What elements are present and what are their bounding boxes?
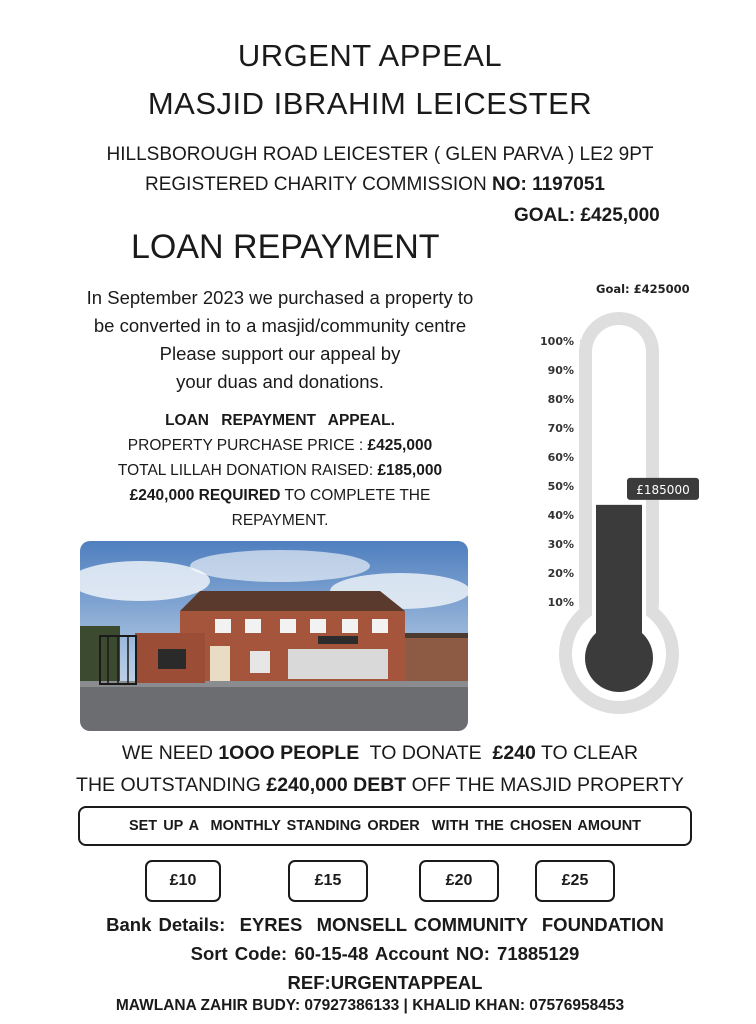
goal-amount: GOAL: £425,000	[514, 205, 660, 226]
charity-number: NO: 1197051	[491, 174, 605, 195]
tick-label: 80%	[547, 393, 574, 406]
price-value: £425,000	[367, 437, 433, 454]
bank-account: Sort Code: 60-15-48 Account NO: 71885129	[190, 943, 580, 964]
people-count: 1OOO PEOPLE	[218, 742, 360, 764]
intro-line: In September 2023 we purchased a property to	[86, 287, 474, 308]
bank-name: Bank Details: EYRES MONSELL COMMUNITY FOUNDATION	[106, 914, 664, 935]
amount-required	[60, 483, 500, 508]
debt-amount: £240,000 DEBT	[266, 774, 407, 796]
contact-numbers: MAWLANA ZAHIR BUDY: 07927386133 | KHALID KHAN: 07576958453	[115, 997, 625, 1014]
tick-label: 50%	[547, 480, 574, 493]
building-illustration	[80, 541, 468, 731]
need-line-1	[0, 737, 756, 769]
intro-line: Please support our appeal by	[159, 343, 401, 364]
raised-value: £185,000	[377, 462, 443, 479]
intro-line: your duas and donations.	[176, 371, 384, 392]
price-label: PROPERTY PURCHASE PRICE :	[127, 437, 368, 454]
appeal-details	[60, 408, 500, 533]
amount-option-15[interactable]: £15	[288, 860, 368, 902]
raised-label: TOTAL LILLAH DONATION RAISED:	[117, 462, 378, 479]
tick-label: 70%	[547, 422, 574, 435]
appeal-title: LOAN REPAYMENT APPEAL.	[165, 412, 395, 429]
tick-label: 10%	[547, 596, 574, 609]
amount-option-10[interactable]: £10	[145, 860, 221, 902]
current-amount-label: £185000	[636, 482, 690, 497]
need-text: THE OUTSTANDING	[76, 774, 267, 796]
tick-label: 100%	[540, 335, 574, 348]
need-text: TO CLEAR	[535, 742, 639, 764]
intro-line: be converted in to a masjid/community centre	[93, 315, 467, 336]
need-text: TO DONATE	[359, 742, 493, 764]
charity-registration	[0, 174, 750, 196]
amount-option-25[interactable]: £25	[535, 860, 615, 902]
bank-details	[0, 910, 756, 997]
donation-raised	[60, 458, 500, 483]
required-value: £240,000 REQUIRED	[129, 487, 281, 504]
tick-label: 90%	[547, 364, 574, 377]
intro-text	[40, 284, 520, 396]
donation-call	[0, 737, 756, 801]
loan-repayment-heading: LOAN REPAYMENT	[131, 228, 440, 266]
standing-order-box: SET UP A MONTHLY STANDING ORDER WITH THE CHOSEN AMOUNT	[78, 806, 692, 846]
required-rest: TO COMPLETE THE	[280, 487, 431, 504]
thermometer-goal-label: Goal: £425000	[596, 282, 690, 296]
title-line-1: URGENT APPEAL	[237, 38, 503, 73]
masjid-property-photo	[80, 541, 468, 731]
thermometer-bulb	[585, 624, 653, 692]
tick-label: 30%	[547, 538, 574, 551]
amount-option-20[interactable]: £20	[419, 860, 499, 902]
tick-label: 40%	[547, 509, 574, 522]
donation-amount: £240	[492, 742, 536, 764]
tick-label: 60%	[547, 451, 574, 464]
address: HILLSBOROUGH ROAD LEICESTER ( GLEN PARVA ) LE2 9PT	[106, 144, 654, 165]
need-text: WE NEED	[121, 742, 219, 764]
need-line-2	[0, 769, 756, 801]
current-amount-bubble	[627, 478, 699, 500]
purchase-price	[60, 433, 500, 458]
fundraising-thermometer	[530, 276, 710, 726]
need-text: OFF THE MASJID PROPERTY	[406, 774, 684, 796]
required-line-2: REPAYMENT.	[231, 512, 329, 529]
charity-label: REGISTERED CHARITY COMMISSION	[145, 174, 492, 195]
bank-reference: REF:URGENTAPPEAL	[287, 972, 483, 993]
tick-label: 20%	[547, 567, 574, 580]
title-line-2: MASJID IBRAHIM LEICESTER	[147, 86, 593, 121]
